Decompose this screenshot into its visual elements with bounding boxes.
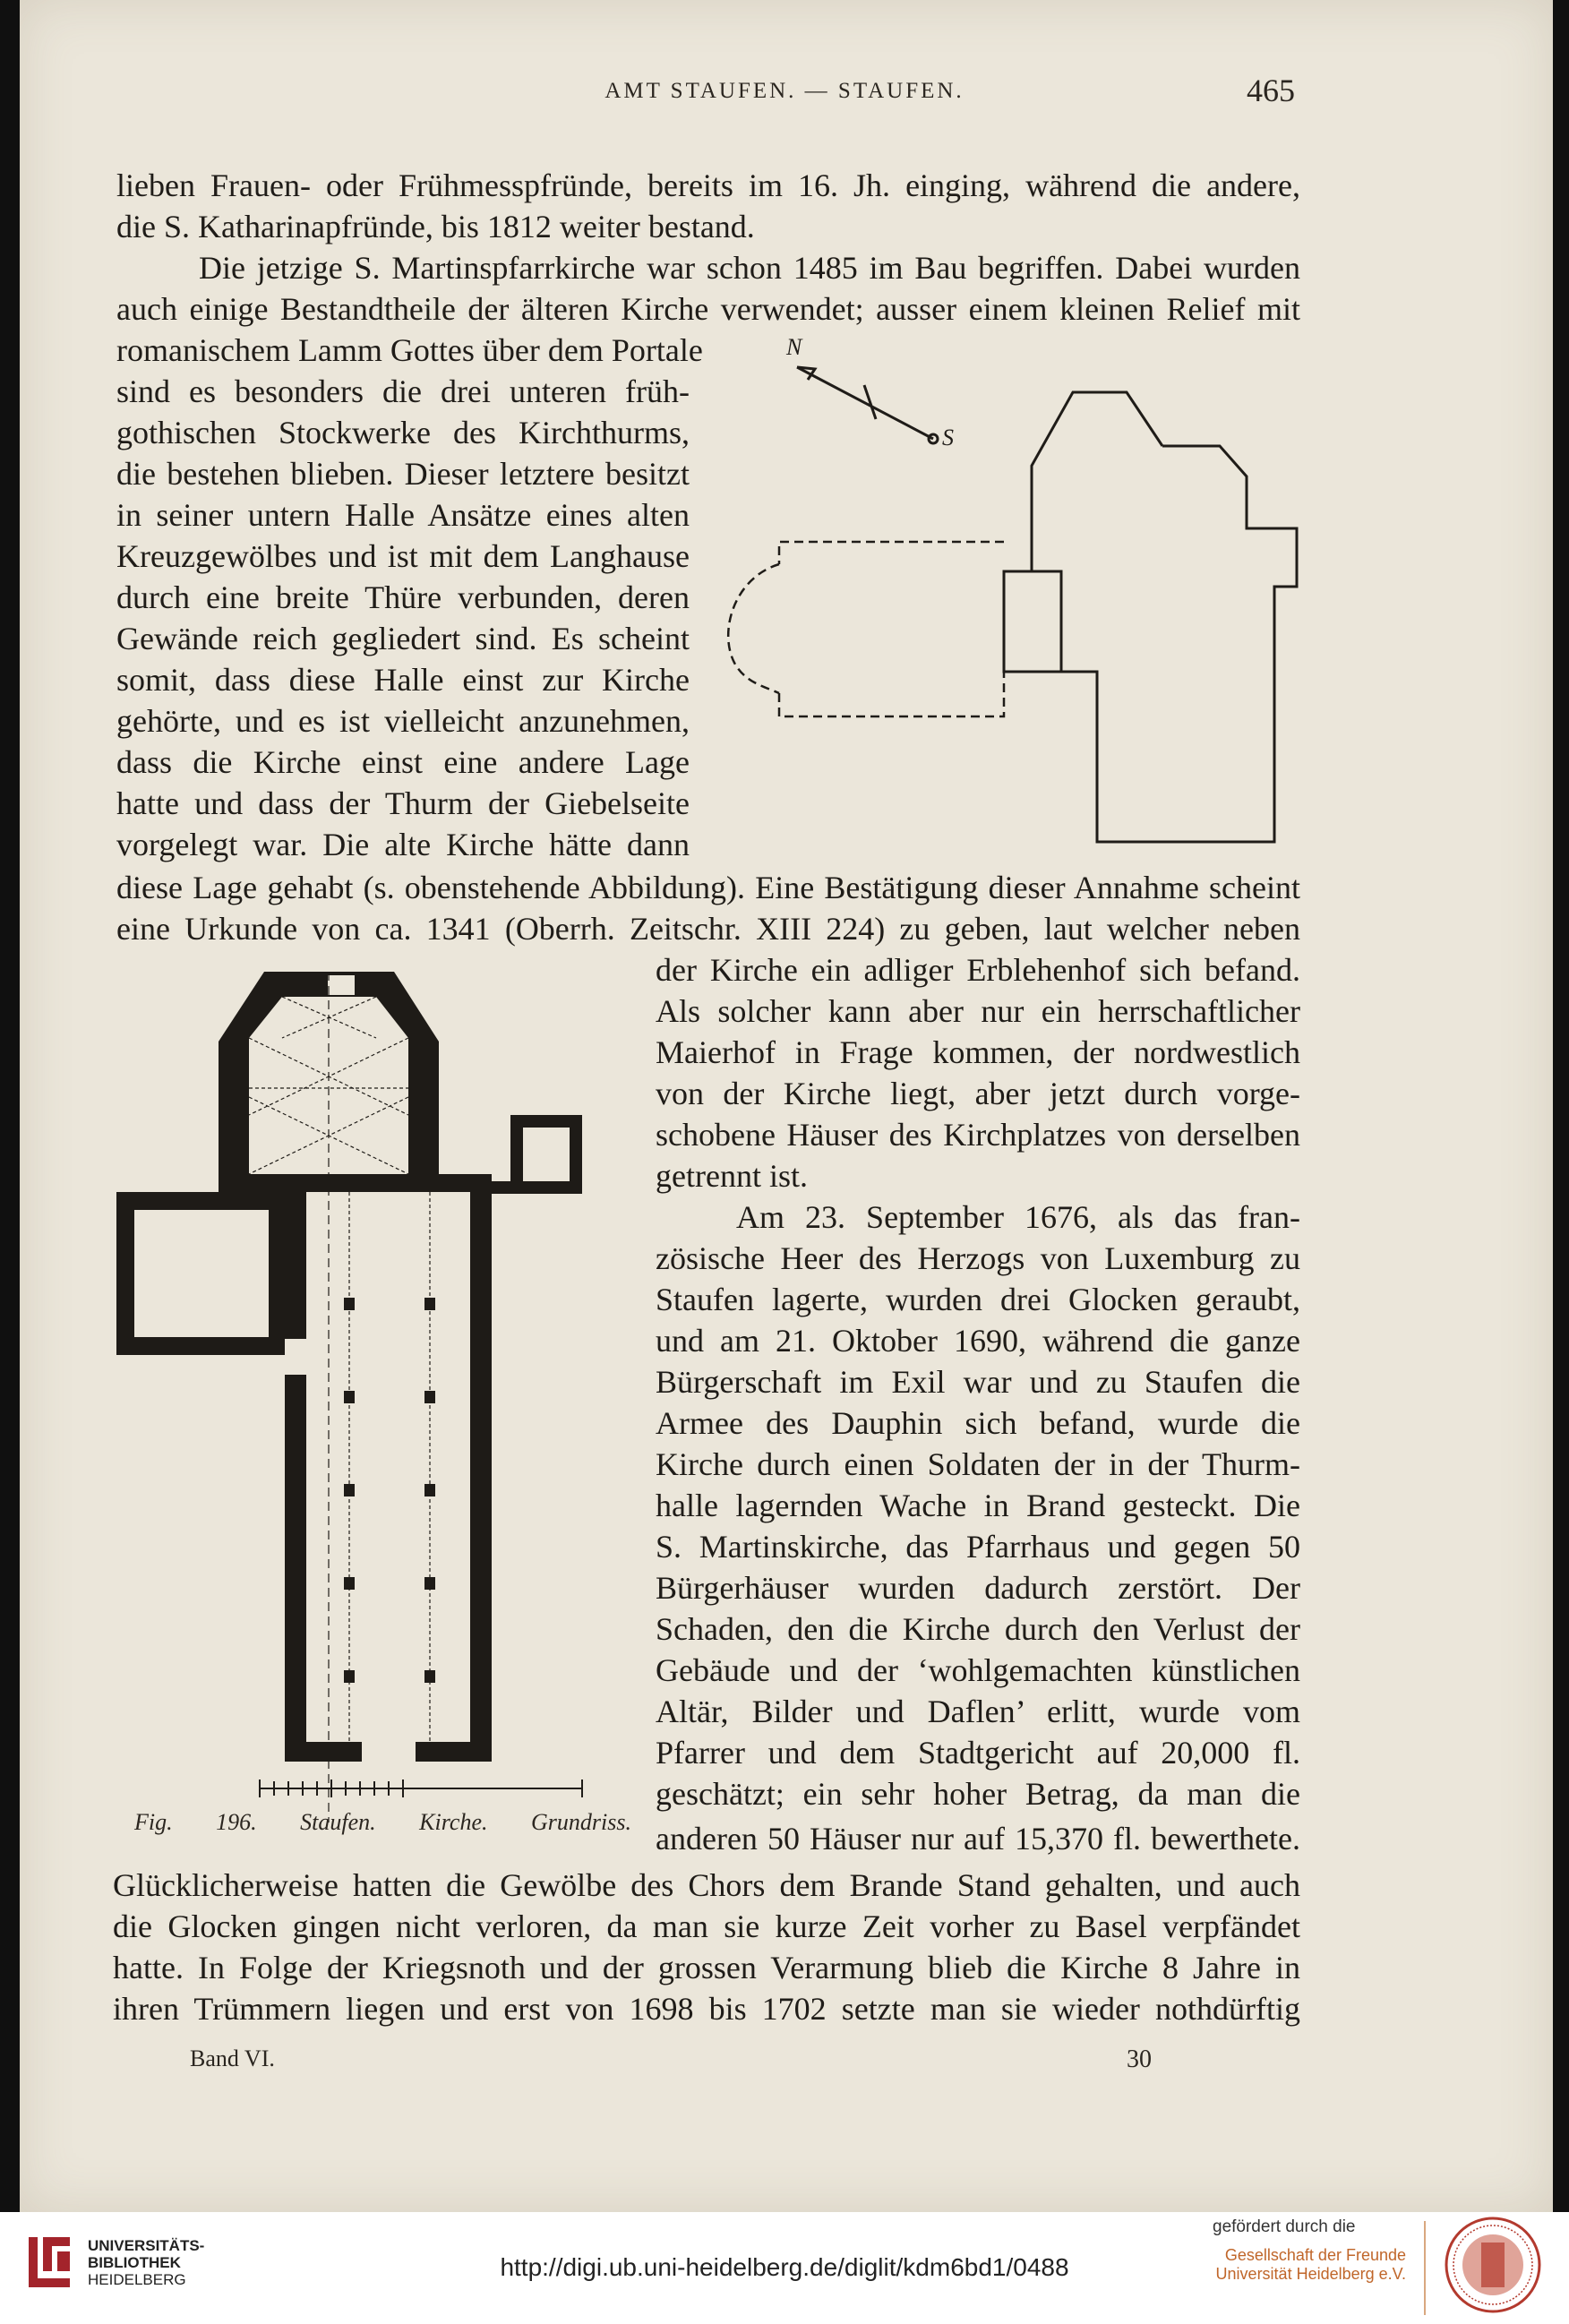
text-line: Altär, Bilder und Daflen’ erlitt, wurde vom bbox=[656, 1694, 1300, 1729]
scale-bar bbox=[260, 1779, 582, 1797]
text-line: sind es besonders die drei unteren früh- bbox=[116, 373, 690, 409]
text-line: Kirche durch einen Soldaten der in der Thurm- bbox=[656, 1446, 1300, 1482]
text-line: halle lagernden Wache in Brand gesteckt. Die bbox=[656, 1488, 1300, 1523]
vault-lines bbox=[249, 972, 430, 1822]
text-line: somit, dass diese Halle einst zur Kirche bbox=[116, 662, 690, 698]
text-line: auch einige Bestandtheile der älteren Kirche verwendet; ausser einem kleinen Relief mit bbox=[116, 291, 1300, 327]
text-line: hatte und dass der Thurm der Giebelseite bbox=[116, 785, 690, 821]
orientation-arrow bbox=[797, 367, 938, 443]
north-label: N bbox=[786, 334, 802, 360]
church-outline bbox=[1004, 392, 1297, 842]
text-line: lieben Frauen- oder Frühmesspfründe, bereits im 16. Jh. einging, während die andere, bbox=[116, 167, 1300, 203]
text-line: Glücklicherweise hatten die Gewölbe des Chors dem Brande Stand gehalten, und auch bbox=[113, 1867, 1300, 1903]
library-name: UNIVERSITÄTS- BIBLIOTHEK HEIDELBERG bbox=[88, 2237, 205, 2288]
text-line: zösische Heer des Herzogs von Luxemburg zu bbox=[656, 1240, 1300, 1276]
text-line: eine Urkunde von ca. 1341 (Oberrh. Zeitschr. XIII 224) zu geben, laut welcher neben bbox=[116, 911, 1300, 947]
text-line: Bürgerschaft im Exil war und zu Staufen die bbox=[656, 1364, 1300, 1400]
pillars bbox=[344, 1298, 435, 1683]
text-line: gothischen Stockwerke des Kirchthurms, bbox=[116, 415, 690, 450]
south-label: S bbox=[942, 424, 954, 450]
text-line: in seiner untern Halle Ansätze eines alten bbox=[116, 497, 690, 533]
text-line: diese Lage gehabt (s. obenstehende Abbildung). Eine Bestätigung dieser Annahme scheint bbox=[116, 870, 1300, 905]
page-number: 465 bbox=[1247, 73, 1295, 108]
text-line: S. Martinskirche, das Pfarrhaus und gegen 50 bbox=[656, 1529, 1300, 1565]
tower-outline bbox=[1004, 571, 1061, 672]
text-line: getrennt ist. bbox=[656, 1158, 808, 1194]
text-line: die Glocken gingen nicht verloren, da man sie kurze Zeit vorher zu Basel verpfändet bbox=[113, 1908, 1300, 1944]
text-line: Armee des Dauphin sich befand, wurde die bbox=[656, 1405, 1300, 1441]
permalink-url[interactable]: http://digi.ub.uni-heidelberg.de/diglit/kdm6bd1/0488 bbox=[500, 2253, 1069, 2281]
text-line: gehörte, und es ist vielleicht anzunehmen, bbox=[116, 703, 690, 739]
text-line: Als solcher kann aber nur ein herrschaftlicher bbox=[656, 993, 1300, 1029]
ground-plan-figure bbox=[116, 963, 645, 1822]
text-line: geschätzt; ein sehr hoher Betrag, da man die bbox=[656, 1776, 1300, 1812]
text-line: und am 21. Oktober 1690, während die ganze bbox=[656, 1323, 1300, 1359]
plan-walls bbox=[116, 972, 582, 1762]
sponsor-divider bbox=[1424, 2221, 1426, 2315]
university-seal-icon bbox=[1444, 2216, 1542, 2314]
sponsor-label: gefördert durch die bbox=[1213, 2217, 1356, 2236]
text-line: dass die Kirche einst eine andere Lage bbox=[116, 744, 690, 780]
text-line: die bestehen blieben. Dieser letztere besitzt bbox=[116, 456, 690, 492]
text-line: durch eine breite Thüre verbunden, deren bbox=[116, 579, 690, 615]
text-line: Kreuzgewölbes und ist mit dem Langhause bbox=[116, 538, 690, 574]
text-line: der Kirche ein adliger Erblehenhof sich befand. bbox=[656, 952, 1300, 988]
text-line: Die jetzige S. Martinspfarrkirche war schon 1485 im Bau begriffen. Dabei wurden bbox=[199, 250, 1300, 286]
text-line: Staufen lagerte, wurden drei Glocken geraubt, bbox=[656, 1282, 1300, 1317]
figure-caption: Fig. 196. Staufen. Kirche. Grundriss. bbox=[134, 1809, 631, 1835]
sponsor-name[interactable]: Gesellschaft der Freunde Universität Heidelberg e.V. bbox=[1215, 2246, 1406, 2283]
text-line: Bürgerhäuser wurden dadurch zerstört. Der bbox=[656, 1570, 1300, 1606]
signature-mark: 30 bbox=[1127, 2045, 1152, 2073]
old-church-outline bbox=[728, 542, 1004, 716]
running-title: AMT STAUFEN. — STAUFEN. bbox=[604, 79, 965, 103]
volume-label: Band VI. bbox=[190, 2045, 275, 2071]
text-line: Gebäude und der ‘wohlgemachten künstlichen bbox=[656, 1652, 1300, 1688]
text-line: die S. Katharinapfründe, bis 1812 weiter bestand. bbox=[116, 209, 755, 244]
text-line: Schaden, den die Kirche durch den Verlust der bbox=[656, 1611, 1300, 1647]
text-line: Gewände reich gegliedert sind. Es scheint bbox=[116, 621, 690, 656]
orientation-and-outline-figure bbox=[699, 349, 1325, 851]
text-line: schobene Häuser des Kirchplatzes von derselben bbox=[656, 1117, 1300, 1153]
text-line: anderen 50 Häuser nur auf 15,370 fl. bewerthete. bbox=[656, 1821, 1300, 1857]
text-line: von der Kirche liegt, aber jetzt durch vorge- bbox=[656, 1076, 1300, 1111]
text-line: ihren Trümmern liegen und erst von 1698 bis 1702 setzte man sie wieder nothdürftig bbox=[113, 1991, 1300, 2027]
text-line: Am 23. September 1676, als das fran- bbox=[736, 1199, 1300, 1235]
text-line: Pfarrer und dem Stadtgericht auf 20,000 fl. bbox=[656, 1735, 1300, 1771]
text-line: hatte. In Folge der Kriegsnoth und der grossen Verarmung blieb die Kirche 8 Jahre in bbox=[113, 1950, 1300, 1985]
text-line: vorgelegt war. Die alte Kirche hätte dann bbox=[116, 827, 690, 862]
text-line: Maierhof in Frage kommen, der nordwestlich bbox=[656, 1034, 1300, 1070]
text-line: romanischem Lamm Gottes über dem Portale bbox=[116, 332, 703, 368]
